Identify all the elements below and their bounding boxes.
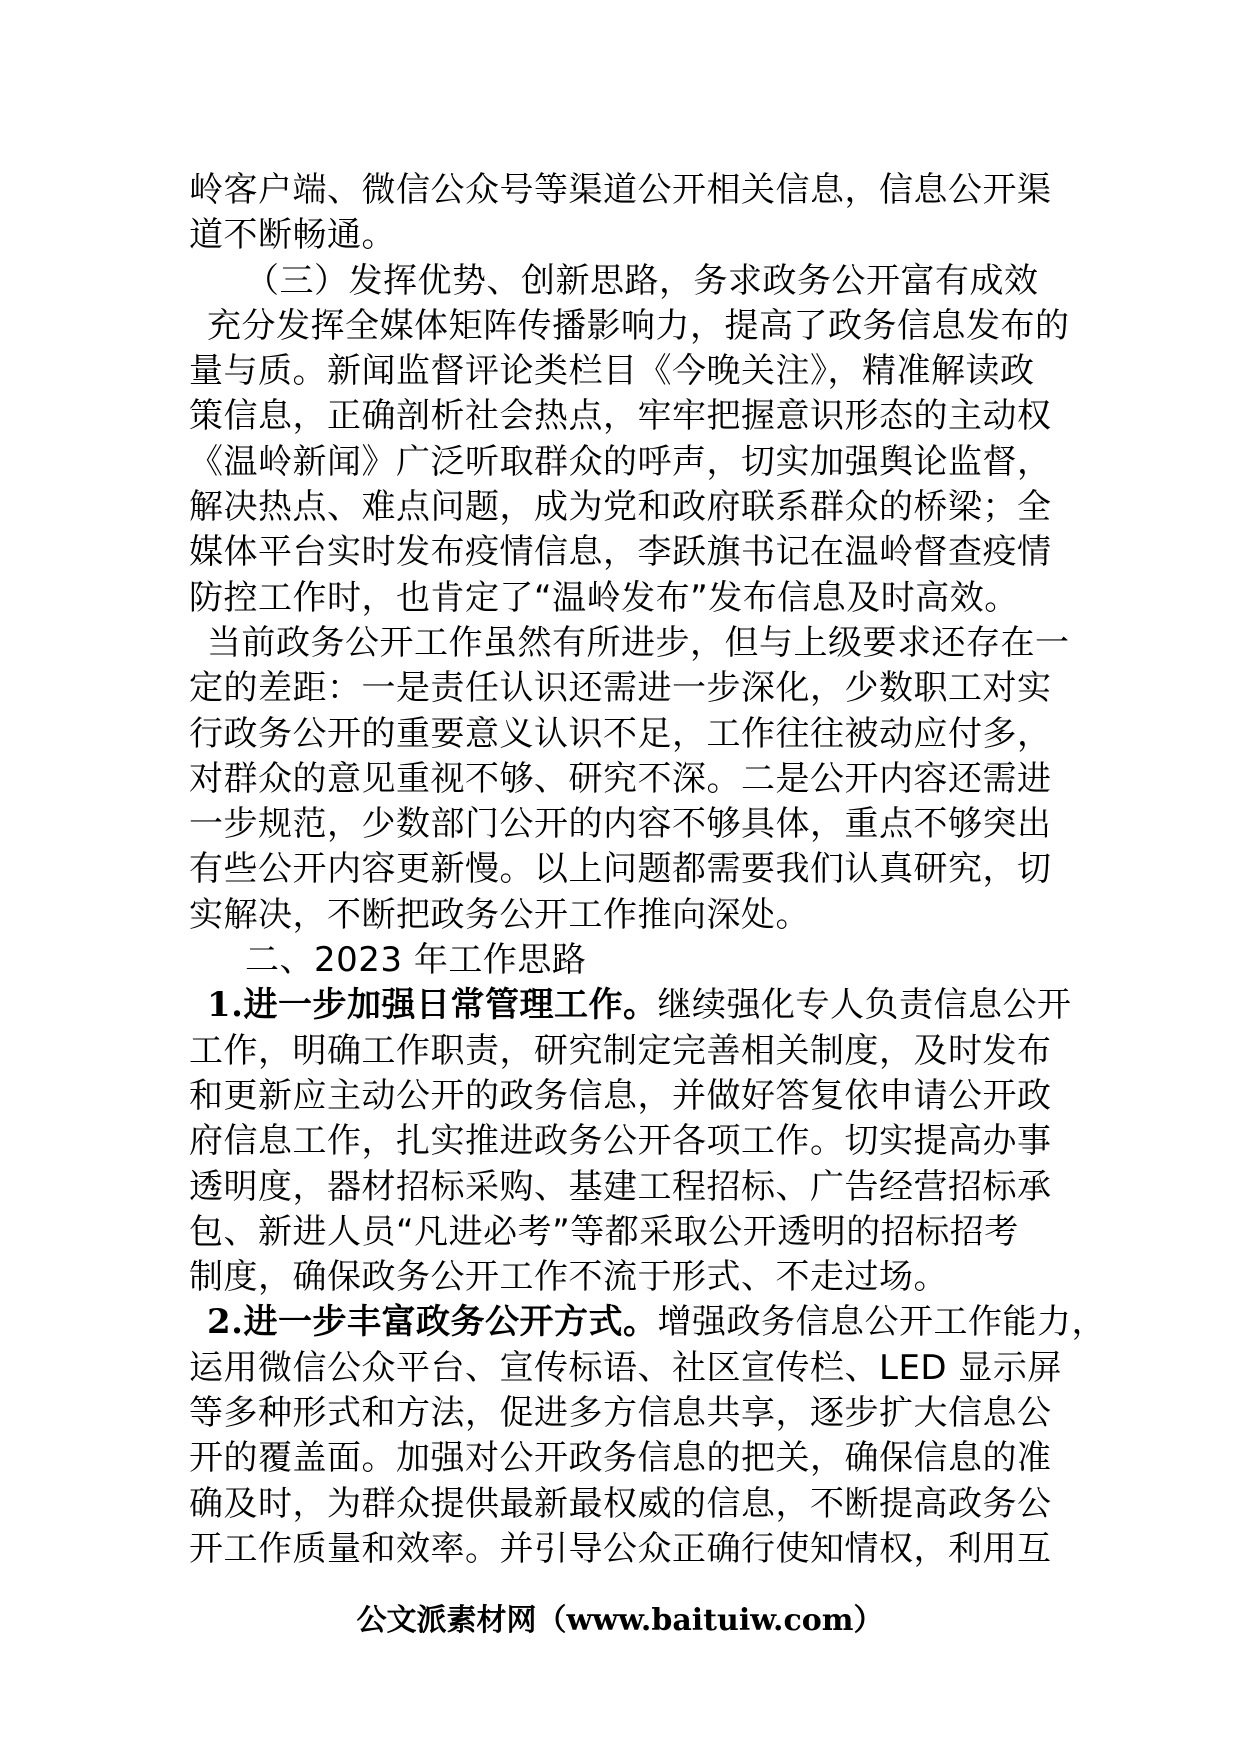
paragraph-line: 运用微信公众平台、宣传标语、社区宣传栏、LED 显示屏 [189,1347,1062,1388]
paragraph-line: 策信息，正确剖析社会热点，牢牢把握意识形态的主动权 [189,396,1052,437]
section-heading: 二、2023 年工作思路 [245,940,587,981]
paragraph-line: 定的差距：一是责任认识还需进一步深化，少数职工对实 [189,668,1052,709]
paragraph-line: 有些公开内容更新慢。以上问题都需要我们认真研究，切 [189,849,1052,890]
item-1-first-line [189,983,1072,1028]
paragraph-line: 工作，明确工作职责，研究制定完善相关制度，及时发布 [189,1030,1052,1071]
item-2-first-line [189,1300,1106,1345]
paragraph-line: 开的覆盖面。加强对公开政务信息的把关，确保信息的准 [189,1438,1052,1479]
paragraph-line: 府信息工作，扎实推进政务公开各项工作。切实提高办事 [189,1121,1052,1162]
paragraph-line: 媒体平台实时发布疫情信息，李跃旗书记在温岭督查疫情 [189,532,1052,573]
paragraph-line: 岭客户端、微信公众号等渠道公开相关信息，信息公开渠 [189,170,1052,210]
paragraph-line: 行政务公开的重要意义认识不足，工作往往被动应付多， [189,713,1052,754]
paragraph-line: 等多种形式和方法，促进多方信息共享，逐步扩大信息公 [189,1393,1052,1434]
paragraph-line: 透明度，器材招标采购、基建工程招标、广告经营招标承 [189,1166,1052,1207]
item-1-text: 继续强化专人负责信息公开 [657,985,1072,1026]
paragraph-line: 防控工作时，也肯定了“温岭发布”发布信息及时高效。 [189,577,1019,618]
item-1-lead: 1.进一步加强日常管理工作。 [207,985,658,1026]
paragraph-line: 量与质。新闻监督评论类栏目《今晚关注》，精准解读政 [189,351,1035,392]
paragraph-line: 实解决，不断把政务公开工作推向深处。 [189,894,810,935]
item-2-text: 增强政务信息公开工作能力， [657,1302,1106,1343]
paragraph-line: 一步规范，少数部门公开的内容不够具体，重点不够突出 [189,804,1052,845]
paragraph-line: 开工作质量和效率。并引导公众正确行使知情权，利用互 [189,1528,1052,1569]
paragraph-line: 解决热点、难点问题，成为党和政府联系群众的桥梁；全 [189,487,1052,528]
paragraph-line: 制度，确保政务公开工作不流于形式、不走过场。 [189,1257,948,1298]
document-body [189,168,1106,1572]
paragraph-line: 对群众的意见重视不够、研究不深。二是公开内容还需进 [189,758,1052,799]
paragraph-line: 当前政务公开工作虽然有所进步，但与上级要求还存在一 [207,622,1070,663]
section-heading: （三）发挥优势、创新思路，务求政务公开富有成效 [245,260,1039,301]
paragraph-line: 和更新应主动公开的政务信息，并做好答复依申请公开政 [189,1075,1052,1116]
paragraph-line: 包、新进人员“凡进必考”等都采取公开透明的招标招考 [189,1211,1019,1252]
paragraph-line: 充分发挥全媒体矩阵传播影响力，提高了政务信息发布的 [207,305,1070,346]
paragraph-line: 《温岭新闻》广泛听取群众的呼声，切实加强舆论监督， [189,441,1052,482]
footer-watermark: 公文派素材网（www.baituiw.com） [356,1603,884,1638]
paragraph-line: 道不断畅通。 [189,215,396,256]
paragraph-line: 确及时，为群众提供最新最权威的信息，不断提高政务公 [189,1483,1052,1524]
item-2-lead: 2.进一步丰富政务公开方式。 [207,1302,658,1343]
